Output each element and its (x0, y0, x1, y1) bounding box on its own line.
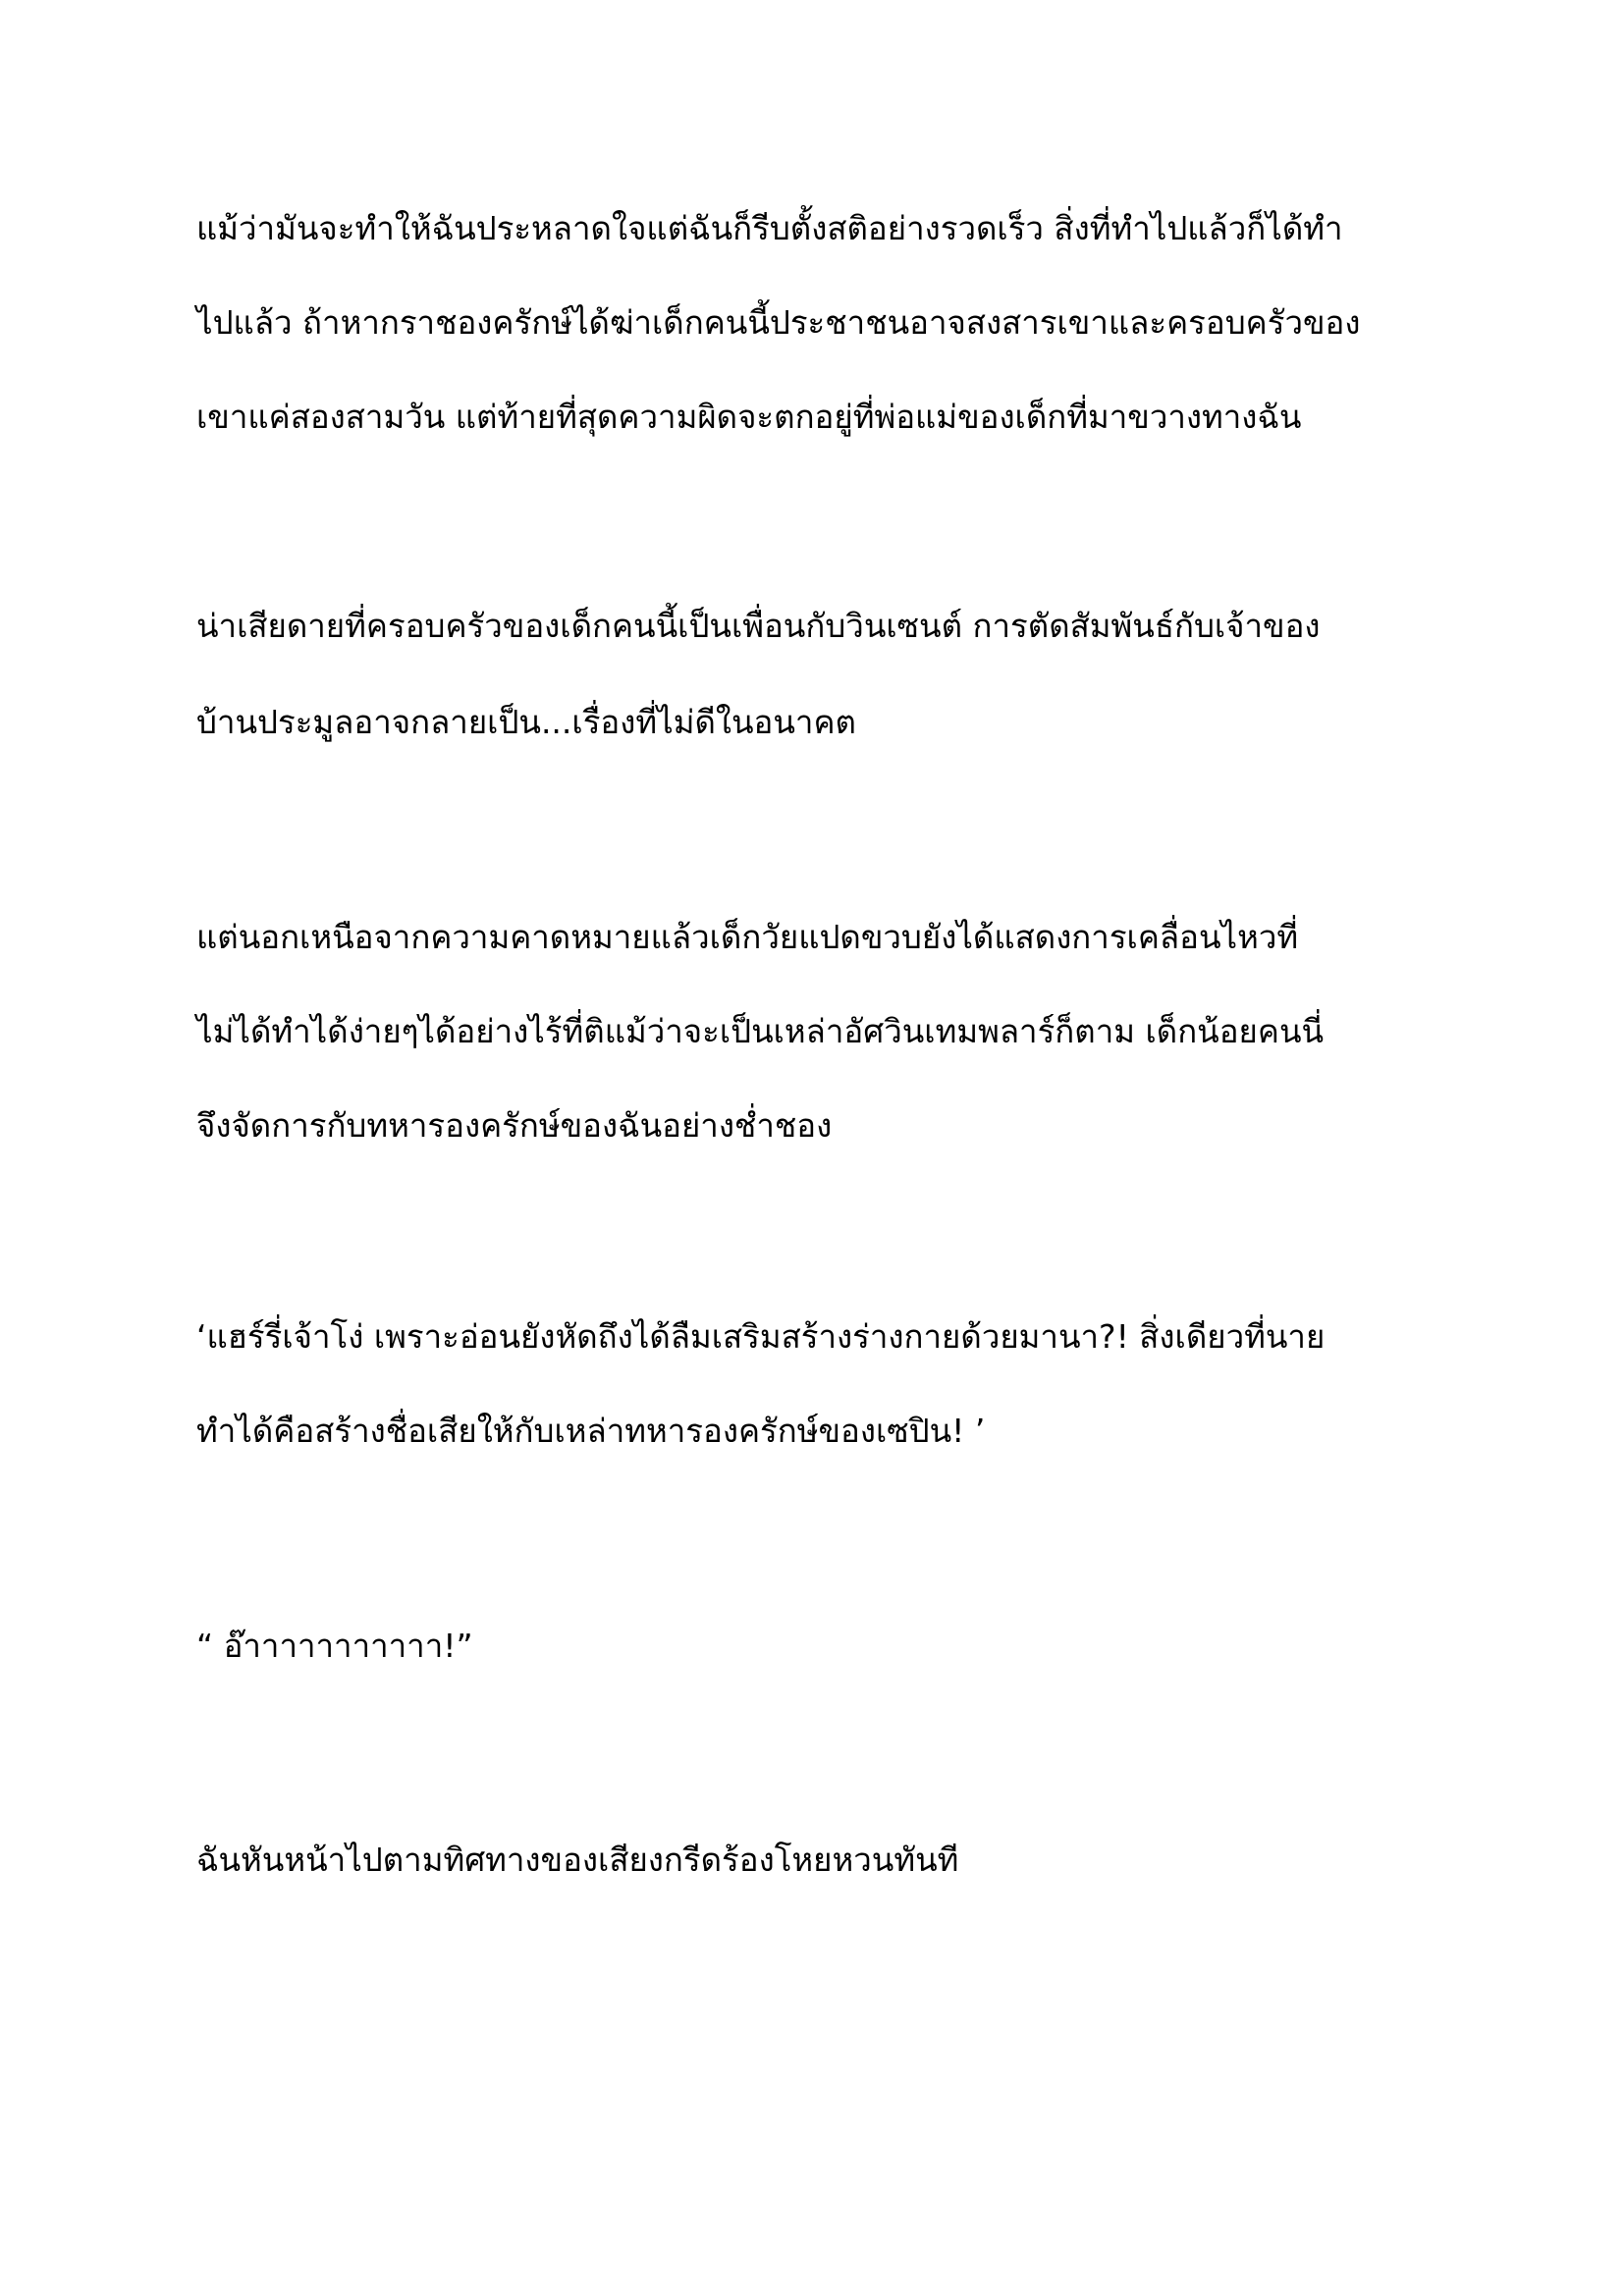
paragraph-3-line-1: แต่นอกเหนือจากความคาดหมายแล้วเด็กวัยแปดขวบยังได้แสดงการเคลื่อนไหวที่ (196, 918, 1299, 956)
paragraph-3-line-2: ไม่ได้ทำได้ง่ายๆได้อย่างไร้ที่ติแม้ว่าจะเป็นเหล่าอัศวินเทมพลาร์ก็ตาม เด็กน้อยคนนี่ (196, 1012, 1325, 1050)
paragraph-1-line-2: ไปแล้ว ถ้าหากราชองครักษ์ได้ฆ่าเด็กคนนี้ประชาชนอาจสงสารเขาและครอบครัวของ (196, 303, 1361, 342)
paragraph-6-line-1: ฉันหันหน้าไปตามทิศทางของเสียงกรีดร้องโหยหวนทันที (196, 1841, 959, 1879)
paragraph-1-line-3: เขาแค่สองสามวัน แต่ท้ายที่สุดความผิดจะตกอยู่ที่พ่อแม่ของเด็กที่มาขวางทางฉัน (196, 398, 1302, 436)
paragraph-5-line-1: “ อ๊าาาาาาาาาาา!” (196, 1627, 473, 1665)
paragraph-4-line-1: ‘แฮร์รี่เจ้าโง่ เพราะอ่อนยังหัดถึงได้ลืมเสริมสร้างร่างกายด้วยมานา?! สิ่งเดียวที่นาย (196, 1317, 1326, 1356)
paragraph-1-line-1: แม้ว่ามันจะทำให้ฉันประหลาดใจแต่ฉันก็รีบตั้งสติอย่างรวดเร็ว สิ่งที่ทำไปแล้วก็ได้ทำ (196, 209, 1343, 247)
paragraph-4-line-2: ทำได้คือสร้างชื่อเสียให้กับเหล่าทหารองครักษ์ของเซปิน! ’ (196, 1412, 986, 1450)
paragraph-3-line-3: จึงจัดการกับทหารองครักษ์ของฉันอย่างช่ำชอง (196, 1106, 833, 1145)
paragraph-2-line-2: บ้านประมูลอาจกลายเป็น...เรื่องที่ไม่ดีในอนาคต (196, 703, 856, 741)
paragraph-2-line-1: น่าเสียดายที่ครอบครัวของเด็กคนนี้เป็นเพื่อนกับวินเซนต์ การตัดสัมพันธ์กับเจ้าของ (196, 607, 1321, 645)
